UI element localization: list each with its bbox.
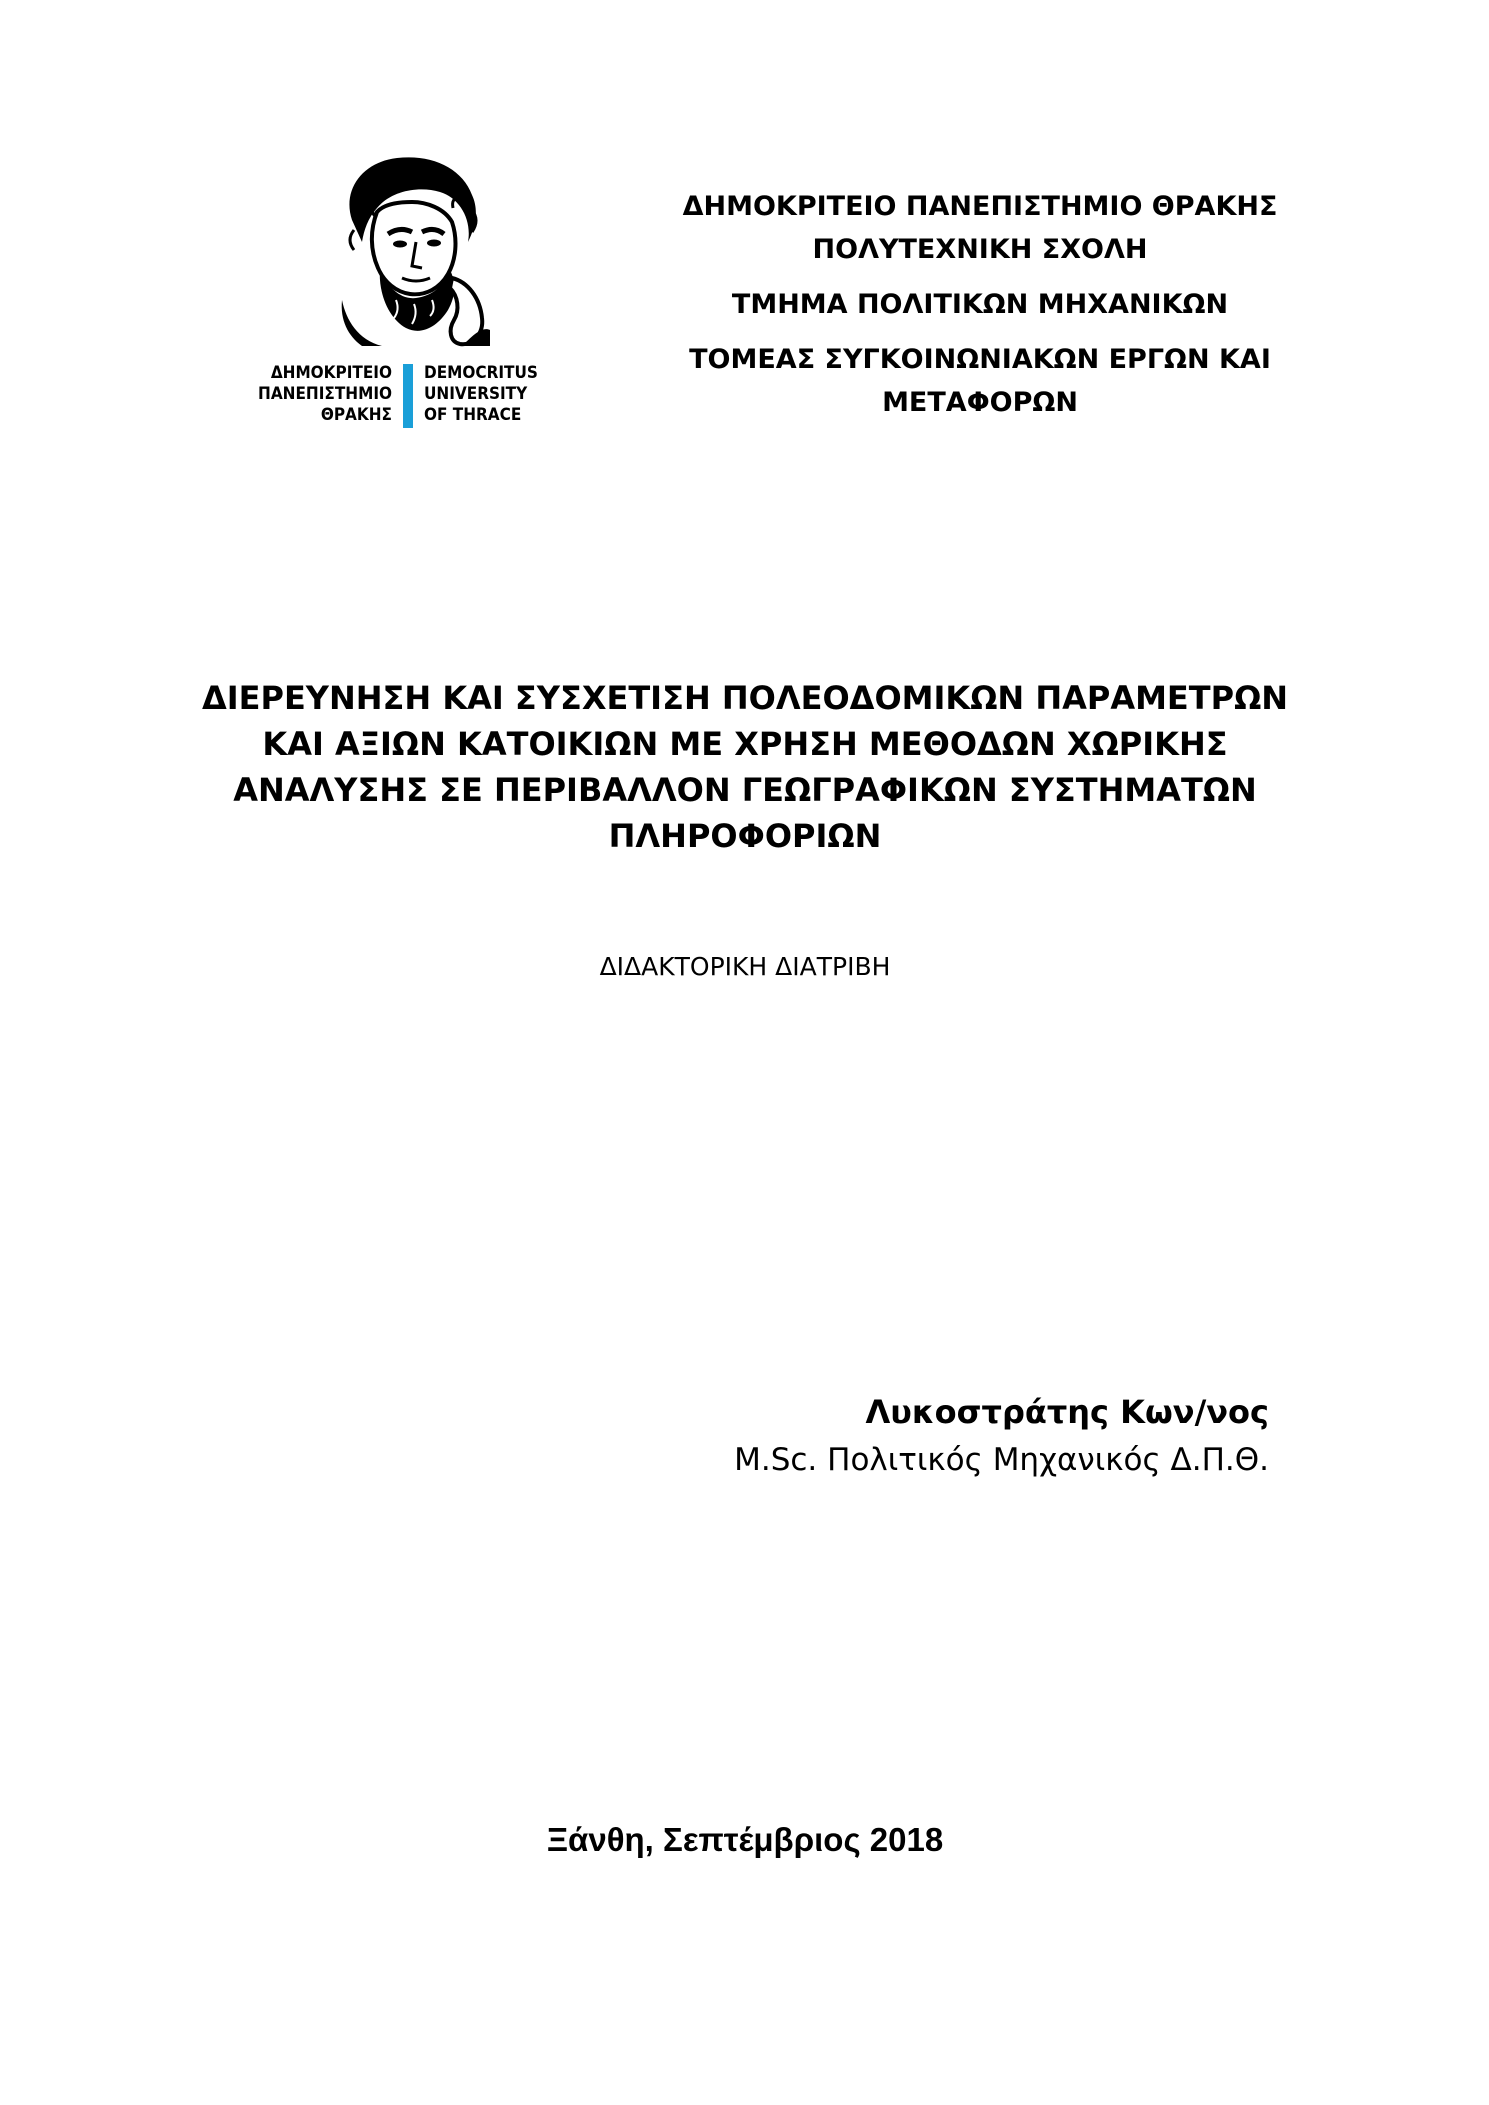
logo-english-line: DEMOCRITUS bbox=[424, 363, 538, 383]
division-name-line2: ΜΕΤΑΦΟΡΩΝ bbox=[882, 387, 1078, 418]
logo-english-line: UNIVERSITY bbox=[424, 384, 528, 404]
author-degree: M.Sc. Πολιτικός Μηχανικός Δ.Π.Θ. bbox=[734, 1442, 1269, 1478]
place-date: Ξάνθη, Σεπτέμβριος 2018 bbox=[546, 1821, 944, 1858]
university-logo bbox=[252, 150, 572, 435]
logo-greek-line: ΔΗΜΟΚΡΙΤΕΙΟ bbox=[270, 363, 392, 383]
title-line: ΔΙΕΡΕΥΝΗΣΗ ΚΑΙ ΣΥΣΧΕΤΙΣΗ ΠΟΛΕΟΔΟΜΙΚΩΝ ΠΑΡΑΜΕΤΡΩΝ bbox=[201, 679, 1289, 717]
thesis-title bbox=[170, 675, 1320, 859]
logo-greek-name bbox=[252, 363, 392, 426]
department-name: ΤΜΗΜΑ ΠΟΛΙΤΙΚΩΝ ΜΗΧΑΝΙΚΩΝ bbox=[731, 289, 1229, 320]
logo-english-line: OF THRACE bbox=[424, 405, 522, 425]
institution-header bbox=[660, 185, 1300, 424]
title-line: ΑΝΑΛΥΣΗΣ ΣΕ ΠΕΡΙΒΑΛΛΟΝ ΓΕΩΓΡΑΦΙΚΩΝ ΣΥΣΤΗΜΑΤΩΝ bbox=[233, 771, 1257, 809]
division-name-line1: ΤΟΜΕΑΣ ΣΥΓΚΟΙΝΩΝΙΑΚΩΝ ΕΡΓΩΝ ΚΑΙ bbox=[689, 344, 1271, 375]
logo-greek-line: ΘΡΑΚΗΣ bbox=[320, 405, 392, 425]
thesis-type: ΔΙΔΑΚΤΟΡΙΚΗ ΔΙΑΤΡΙΒΗ bbox=[599, 952, 891, 981]
democritus-bust-icon bbox=[322, 150, 497, 350]
title-line: ΚΑΙ ΑΞΙΩΝ ΚΑΤΟΙΚΙΩΝ ΜΕ ΧΡΗΣΗ ΜΕΘΟΔΩΝ ΧΩΡΙΚΗΣ bbox=[262, 725, 1228, 763]
author-name: Λυκοστράτης Κων/νος bbox=[865, 1393, 1269, 1431]
university-name: ΔΗΜΟΚΡΙΤΕΙΟ ΠΑΝΕΠΙΣΤΗΜΙΟ ΘΡΑΚΗΣ bbox=[682, 191, 1278, 222]
school-name: ΠΟΛΥΤΕΧΝΙΚΗ ΣΧΟΛΗ bbox=[812, 234, 1148, 265]
logo-greek-line: ΠΑΝΕΠΙΣΤΗΜΙΟ bbox=[258, 384, 392, 404]
title-line: ΠΛΗΡΟΦΟΡΙΩΝ bbox=[608, 817, 882, 855]
logo-divider-bar bbox=[403, 364, 413, 428]
logo-english-name bbox=[424, 363, 574, 426]
